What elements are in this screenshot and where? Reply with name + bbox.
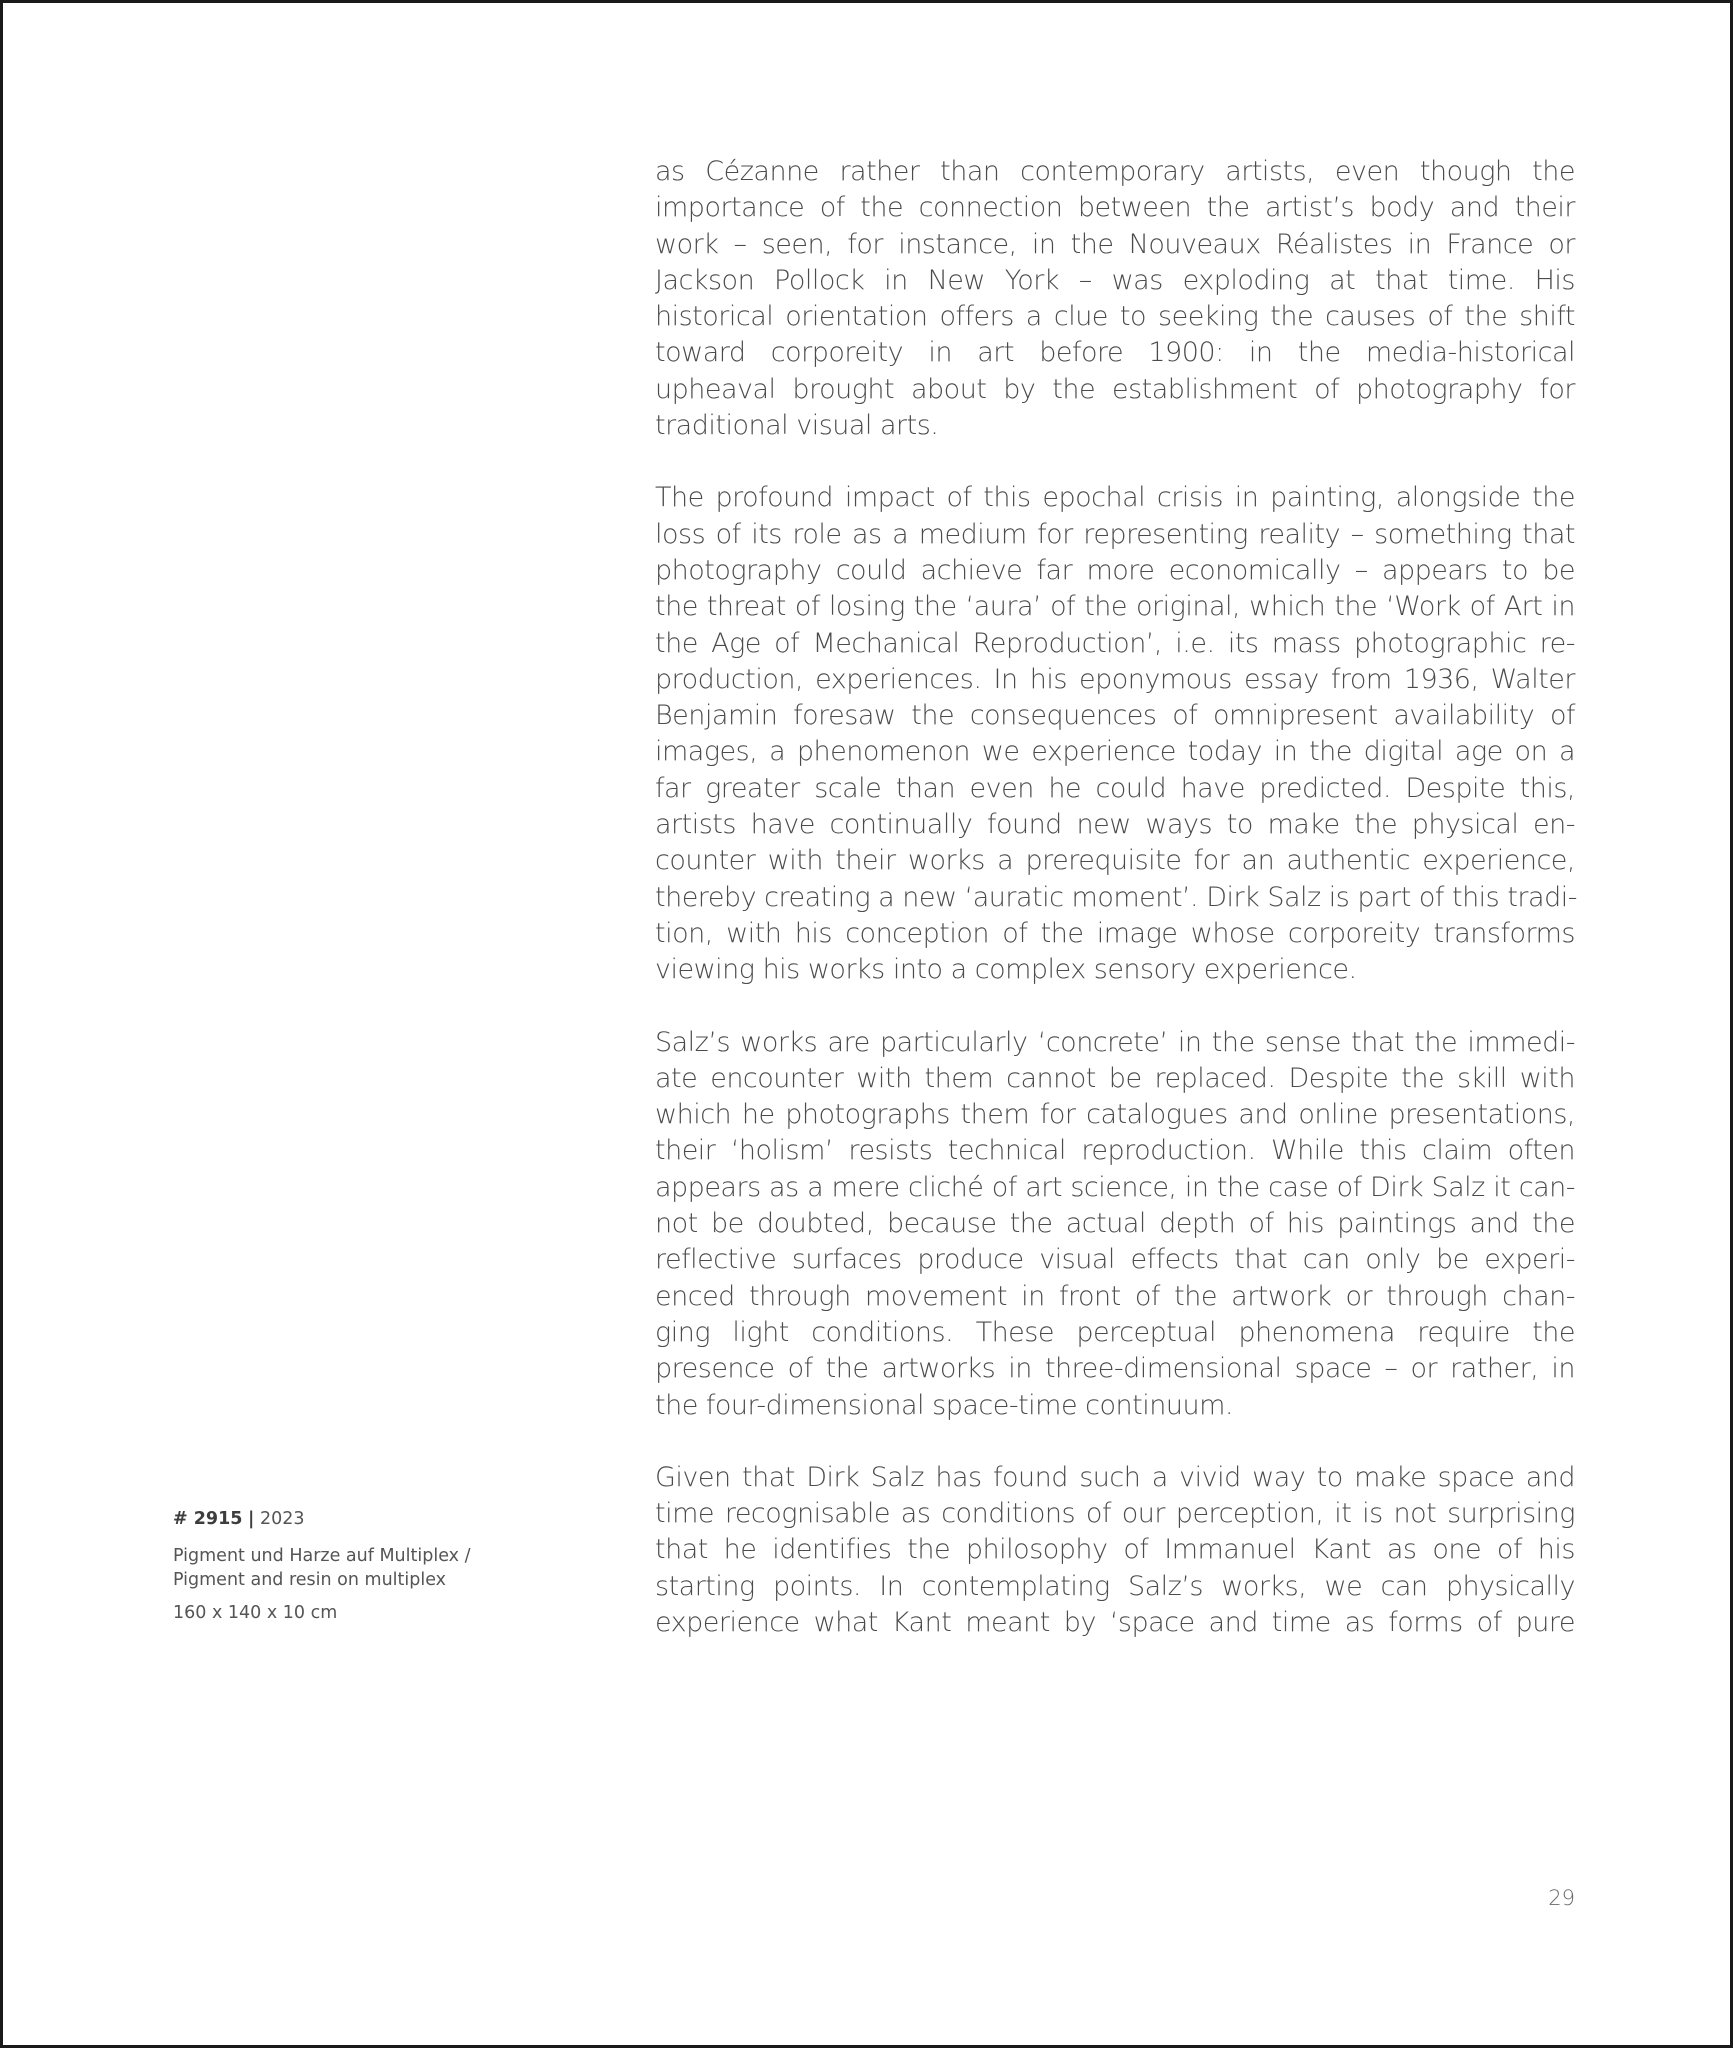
text-line: historical orientation offers a clue to seeking the causes of the shift (655, 301, 1575, 333)
text-line: as Cézanne rather than contemporary artists, even though the (655, 156, 1575, 187)
text-line: Jackson Pollock in New York – was exploding at that time. His (655, 264, 1575, 296)
text-line: starting points. In contemplating Salz’s works, we can physically (655, 1570, 1575, 1602)
text-line: tion, with his conception of the image whose corporeity transforms (655, 917, 1575, 949)
caption-separator: | (248, 1509, 255, 1529)
paragraph-4 (655, 1460, 1575, 1641)
text-line: images, a phenomenon we experience today in the digital age on a (655, 736, 1575, 768)
text-line: Salz’s works are particularly ‘concrete’ in the sense that the immedi- (655, 1026, 1575, 1058)
text-line: work – seen, for instance, in the Nouveaux Réalistes in France or (655, 228, 1575, 260)
text-line: thereby creating a new ‘auratic moment’. Dirk Salz is part of this tradi- (655, 881, 1577, 913)
text-line: presence of the artworks in three-dimensional space – or rather, in (655, 1353, 1575, 1385)
text-line: appears as a mere cliché of art science, in the case of Dirk Salz it can- (655, 1171, 1575, 1203)
paragraph-2 (655, 480, 1575, 988)
text-line: their ‘holism’ resists technical reproduction. While this claim often (655, 1135, 1575, 1167)
text-line: the threat of losing the ‘aura’ of the original, which the ‘Work of Art in (655, 591, 1575, 623)
text-line: toward corporeity in art before 1900: in the media-historical (655, 337, 1575, 369)
artwork-medium-german: Pigment und Harze auf Multiplex / (173, 1546, 471, 1566)
artwork-caption (173, 1508, 533, 1624)
text-line: time recognisable as conditions of our perception, it is not surprising (655, 1498, 1575, 1530)
text-line: not be doubted, because the actual depth of his paintings and the (655, 1208, 1575, 1240)
text-line: production, experiences. In his eponymous essay from 1936, Walter (655, 663, 1575, 695)
text-line: counter with their works a prerequisite for an authentic experience, (655, 845, 1575, 877)
text-line: enced through movement in front of the artwork or through chan- (655, 1280, 1575, 1312)
text-line: experience what Kant meant by ‘space and time as forms of pure (655, 1606, 1575, 1638)
page-number: 29 (1548, 1886, 1575, 1910)
artwork-number: # 2915 (173, 1509, 243, 1529)
text-line: photography could achieve far more economically – appears to be (655, 554, 1575, 586)
text-line: Benjamin foresaw the consequences of omnipresent availability of (655, 700, 1575, 732)
paragraph-3 (655, 1025, 1575, 1424)
text-line: ging light conditions. These perceptual phenomena require the (655, 1316, 1575, 1348)
text-line: which he photographs them for catalogues and online presentations, (655, 1099, 1575, 1131)
text-line: ate encounter with them cannot be replaced. Despite the skill with (655, 1062, 1575, 1094)
artwork-medium-english: Pigment and resin on multiplex (173, 1570, 447, 1590)
text-line: artists have continually found new ways to make the physical en- (655, 809, 1575, 841)
text-line: Given that Dirk Salz has found such a vivid way to make space and (655, 1461, 1575, 1493)
text-line: upheaval brought about by the establishment of photography for (655, 373, 1575, 405)
text-line: The profound impact of this epochal crisis in painting, alongside the (655, 482, 1575, 514)
text-line: traditional visual arts. (655, 410, 939, 442)
text-line: viewing his works into a complex sensory experience. (655, 954, 1357, 986)
artwork-year: 2023 (260, 1509, 305, 1529)
body-text (655, 154, 1575, 1677)
text-line: that he identifies the philosophy of Immanuel Kant as one of his (655, 1534, 1575, 1566)
text-line: the four-dimensional space-time continuum. (655, 1389, 1233, 1421)
artwork-dimensions: 160 x 140 x 10 cm (173, 1603, 338, 1623)
text-line: far greater scale than even he could have predicted. Despite this, (655, 772, 1575, 804)
text-line: importance of the connection between the artist’s body and their (655, 192, 1575, 224)
text-line: reflective surfaces produce visual effects that can only be experi- (655, 1244, 1575, 1276)
paragraph-1 (655, 154, 1575, 444)
caption-title (173, 1508, 533, 1530)
text-line: loss of its role as a medium for representing reality – something that (655, 518, 1575, 550)
text-line: the Age of Mechanical Reproduction’, i.e. its mass photographic re- (655, 627, 1575, 659)
